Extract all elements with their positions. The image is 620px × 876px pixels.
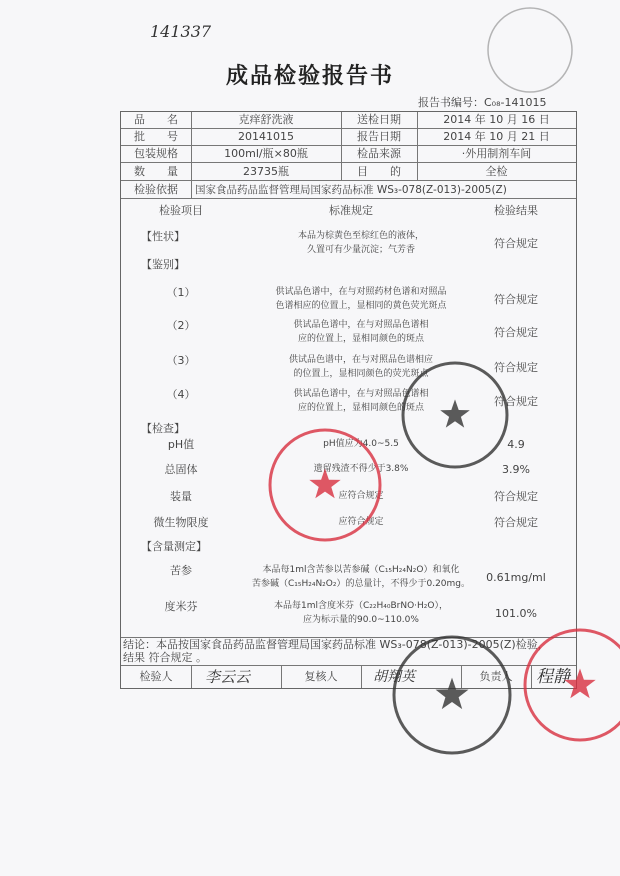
standard-text: 供试品色谱中，在与对照药材色谱和对照品 <box>275 287 447 297</box>
item-label: 微生物限度 <box>153 516 209 529</box>
value-name: 克痒舒洗液 <box>238 113 294 126</box>
value-report-date: 2014 年 10 月 21 日 <box>443 130 550 143</box>
label-qty: 数 量 <box>134 165 178 178</box>
label-submit-date: 送检日期 <box>357 113 401 126</box>
result-value: 符合规定 <box>494 293 538 306</box>
item-label: （4） <box>166 388 196 401</box>
item-label: 苦参 <box>170 564 192 577</box>
value-basis: 国家食品药品监督管理局国家药品标准 WS₃-078(Z-013)-2005(Z) <box>195 184 507 196</box>
item-label: 【含量测定】 <box>141 540 207 553</box>
standard-text: 应符合规定 <box>338 517 384 527</box>
result-value: 符合规定 <box>494 490 538 503</box>
standard-text: 色谱相应的位置上，显相同的黄色荧光斑点 <box>275 301 447 311</box>
standard-text: 遗留残渣不得少于3.8% <box>313 464 409 474</box>
label-pack: 包装规格 <box>134 147 178 160</box>
item-label: 【检查】 <box>141 422 185 435</box>
standard-text: 应的位置上，显相同颜色的斑点 <box>297 403 424 413</box>
header-standard: 标准规定 <box>329 204 373 217</box>
standard-text: 的位置上，显相同颜色的荧光斑点 <box>293 369 429 379</box>
result-value: 4.9 <box>507 438 525 451</box>
standard-text: 供试品色谱中，在与对照品色谱相应 <box>288 355 433 365</box>
item-label: 总固体 <box>164 463 198 476</box>
page-title: 成品检验报告书 <box>225 63 394 89</box>
result-value: 3.9% <box>502 463 530 476</box>
standard-text: 苦参碱（C₁₅H₂₄N₂O₂）的总量计，不得少于0.20mg。 <box>251 579 471 589</box>
star-icon <box>440 399 470 427</box>
standard-text: 本品每1ml含度米芬（C₂₂H₄₀BrNO·H₂O）， <box>274 601 448 611</box>
seal-stamp <box>401 361 509 469</box>
label-head: 负责人 <box>479 670 513 683</box>
star-icon <box>309 469 340 499</box>
item-label: 度米芬 <box>164 600 198 613</box>
standard-text: pH值应为4.0~5.5 <box>323 439 399 449</box>
label-inspector: 检验人 <box>139 670 173 683</box>
standard-text: 供试品色谱中，在与对照品色谱相 <box>293 389 429 399</box>
label-batch: 批 号 <box>134 130 178 143</box>
item-label: 【性状】 <box>141 230 185 243</box>
conclusion-result: 结果 符合规定 。 <box>123 651 207 664</box>
label-name: 品 名 <box>134 113 178 126</box>
standard-text: 应的位置上，显相同颜色的斑点 <box>297 334 424 344</box>
seal-stamp <box>523 628 620 742</box>
value-source: ·外用制剂车间 <box>461 147 532 160</box>
handwritten-note: 141337 <box>150 22 212 41</box>
result-value: 符合规定 <box>494 395 538 408</box>
seal-stamp <box>486 6 574 94</box>
signature-inspector: 李云云 <box>205 668 251 686</box>
value-purpose: 全检 <box>485 165 508 178</box>
standard-text: 供试品色谱中，在与对照品色谱相 <box>293 320 429 330</box>
result-value: 符合规定 <box>494 361 538 374</box>
label-source: 检品来源 <box>357 147 401 160</box>
star-icon <box>564 669 595 699</box>
result-value: 101.0% <box>495 607 537 620</box>
signature-reviewer: 胡翔英 <box>373 669 415 685</box>
result-value: 符合规定 <box>494 326 538 339</box>
item-label: 【鉴别】 <box>141 258 185 271</box>
item-label: （1） <box>166 286 196 299</box>
value-submit-date: 2014 年 10 月 16 日 <box>443 113 550 126</box>
standard-text: 久置可有少量沉淀；气芳香 <box>306 245 415 255</box>
label-purpose: 目 的 <box>357 165 401 178</box>
conclusion: 结论：本品按国家食品药品监督管理局国家药品标准 WS₃-078(Z-013)-2005(Z)检验， <box>123 638 549 651</box>
value-qty: 23735瓶 <box>243 165 289 178</box>
standard-text: 应符合规定 <box>338 491 384 501</box>
item-label: （2） <box>166 319 196 332</box>
star-icon <box>436 678 469 710</box>
value-batch: 20141015 <box>238 130 294 143</box>
report-number: 报告书编号：C₀₈-141015 <box>418 96 547 109</box>
result-value: 0.61mg/ml <box>486 571 546 584</box>
value-pack: 100ml/瓶×80瓶 <box>224 147 308 160</box>
standard-text: 本品每1ml含苦参以苦参碱（C₁₅H₂₄N₂O）和氧化 <box>262 565 460 575</box>
label-report-date: 报告日期 <box>357 130 401 143</box>
header-item: 检验项目 <box>159 204 203 217</box>
label-basis: 检验依据 <box>134 183 178 196</box>
seal-stamp <box>268 428 382 542</box>
signature-head: 程静 <box>536 667 570 687</box>
seal-stamp <box>392 635 512 755</box>
result-value: 符合规定 <box>494 516 538 529</box>
item-label: 装量 <box>170 490 192 503</box>
label-reviewer: 复核人 <box>304 670 338 683</box>
standard-text: 本品为棕黄色至棕红色的液体， <box>297 231 424 241</box>
item-label: （3） <box>166 354 196 367</box>
standard-text: 应为标示量的90.0~110.0% <box>303 615 419 625</box>
result-value: 符合规定 <box>494 237 538 250</box>
item-label: pH值 <box>167 438 195 451</box>
header-result: 检验结果 <box>494 204 538 217</box>
